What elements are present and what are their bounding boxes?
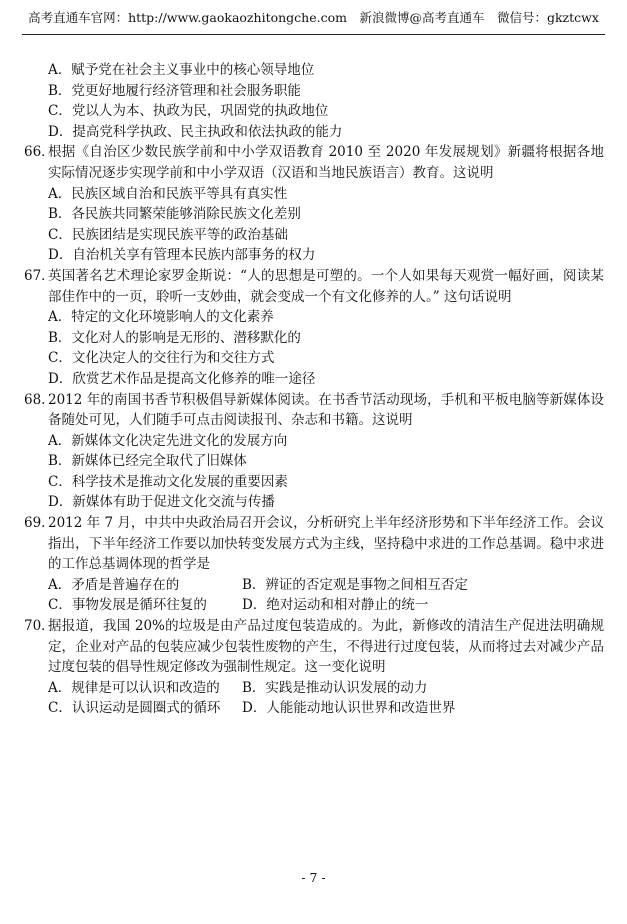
- option-c: C．民族团结是实现民族平等的政治基础: [48, 226, 288, 243]
- question-stem: [24, 513, 604, 575]
- prev-question-options: [24, 60, 604, 142]
- question-68: [24, 390, 604, 514]
- question-text: 据报道，我国 20%的垃圾是由产品过度包装造成的。为此，新修改的清洁生产促进法明确规定，企业对产品的包装应减少包装性废物的产生，不得进行过度包装，从而将过去对减少产品过度包装的倡导性规定修改为强制性规定。这一变化说明: [48, 618, 604, 676]
- option-row: [24, 595, 604, 616]
- question-text: 英国著名艺术理论家罗金斯说：“人的思想是可塑的。一个人如果每天观赏一幅好画，阅读某部佳作中的一页，聆听一支妙曲，就会变成一个有文化修养的人。” 这句话说明: [48, 267, 604, 305]
- option-b: B．实践是推动认识发展的动力: [242, 679, 428, 696]
- option-d: D．绝对运动和相对静止的统一: [242, 597, 429, 614]
- option-c: C．事物发展是循环往复的: [48, 597, 207, 614]
- option-c: C．文化决定人的交往行为和交往方式: [48, 350, 275, 367]
- option-row: [24, 575, 604, 596]
- question-number: 67．: [24, 267, 55, 284]
- option-a: A．特定的文化环境影响人的文化素养: [48, 309, 274, 326]
- option-a: A．矛盾是普遍存在的: [48, 576, 180, 593]
- question-70: [24, 616, 604, 719]
- question-number: 70．: [24, 618, 55, 635]
- question-number: 68.: [24, 391, 46, 408]
- exam-content: [24, 60, 604, 719]
- option-b: B．党更好地履行经济管理和社会服务职能: [48, 82, 301, 99]
- header-divider: [22, 34, 605, 35]
- option-c: C．党以人为本、执政为民，巩固党的执政地位: [48, 103, 329, 120]
- question-number: 66．: [24, 144, 55, 161]
- question-text: 根据《自治区少数民族学前和中小学双语教育 2010 至 2020 年发展规划》新疆将根据各地实际情况逐步实现学前和中小学双语（汉语和当地民族语言）教育。这说明: [48, 144, 604, 181]
- question-text: 2012 年 7 月，中共中央政治局召开会议，分析研究上半年经济形势和下半年经济工作。会议指出，下半年经济工作要以加快转变发展方式为主线，坚持稳中求进的工作总基调。稳中求进的工作总基调体现的哲学是: [48, 515, 604, 573]
- option-b: B．辨证的否定观是事物之间相互否定: [242, 576, 468, 593]
- option-c: C．科学技术是推动文化发展的重要因素: [48, 473, 288, 490]
- question-stem: [24, 142, 604, 183]
- option-b: B．新媒体已经完全取代了旧媒体: [48, 453, 247, 470]
- option-d: D．提高党科学执政、民主执政和依法执政的能力: [48, 123, 343, 140]
- option-b: B．各民族共同繁荣能够消除民族文化差别: [48, 206, 301, 223]
- option-b: B．文化对人的影响是无形的、潜移默化的: [48, 329, 301, 346]
- question-number: 69.: [24, 515, 46, 532]
- page-number: - 7 -: [301, 870, 326, 885]
- page-header: [0, 8, 627, 28]
- option-d: D．人能能动地认识世界和改造世界: [242, 700, 456, 717]
- question-66: [24, 142, 604, 266]
- question-67: [24, 266, 604, 390]
- option-row: [24, 698, 604, 719]
- option-row: [24, 678, 604, 699]
- question-stem: [24, 616, 604, 678]
- option-a: A．规律是可以认识和改造的: [48, 679, 220, 696]
- question-text: 2012 年的南国书香节积极倡导新媒体阅读。在书香节活动现场，手机和平板电脑等新媒体设备随处可见，人们随手可点击阅读报刊、杂志和书籍。这说明: [48, 391, 604, 429]
- question-69: [24, 513, 604, 616]
- option-d: D．新媒体有助于促进文化交流与传播: [48, 494, 275, 511]
- option-c: C．认识运动是圆圈式的循环: [48, 700, 221, 717]
- question-stem: [24, 390, 604, 431]
- option-d: D．欣赏艺术作品是提高文化修养的唯一途径: [48, 370, 316, 387]
- option-d: D．自治机关享有管理本民族内部事务的权力: [48, 247, 316, 264]
- option-a: A．新媒体文化决定先进文化的发展方向: [48, 432, 288, 449]
- question-stem: [24, 266, 604, 307]
- option-a: A．民族区域自治和民族平等具有真实性: [48, 185, 288, 202]
- option-a: A．赋予党在社会主义事业中的核心领导地位: [48, 62, 315, 78]
- header-text: 高考直通车官网：http://www.gaokaozhitongche.com 新浪微博@高考直通车 微信号：gkztcwx: [28, 10, 599, 25]
